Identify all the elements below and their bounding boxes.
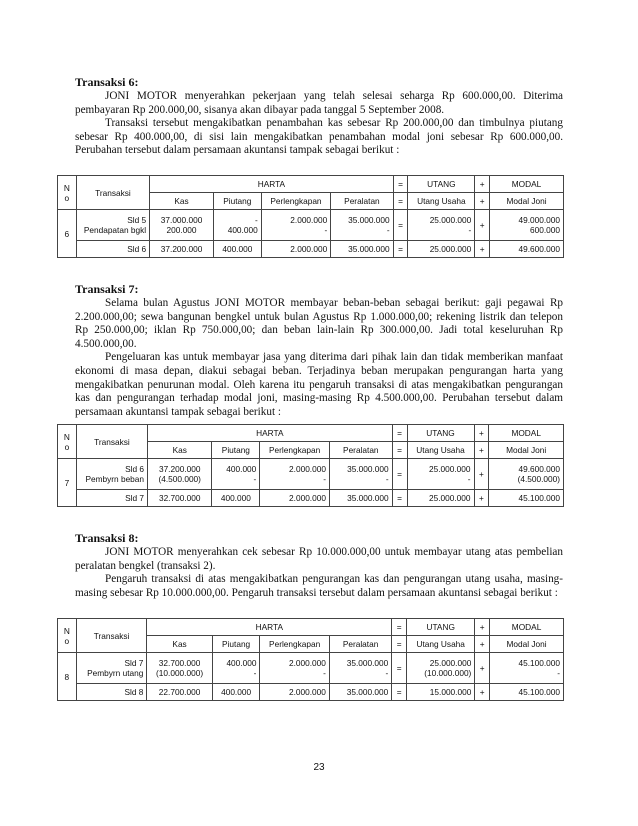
- plus-sign: +: [475, 210, 490, 241]
- previous-balance-value: 49.600.000: [518, 464, 560, 474]
- perlengkapan-saldo: 2.000.000: [261, 241, 331, 258]
- transaction-value: -: [386, 225, 390, 235]
- previous-balance-value: -: [254, 215, 258, 225]
- modal-header: MODAL: [489, 425, 564, 442]
- plus-sign: +: [475, 241, 490, 258]
- perlengkapan-cell: [260, 653, 329, 684]
- plus-sign: +: [475, 193, 490, 210]
- paragraph: JONI MOTOR menyerahkan pekerjaan yang telah selesai seharga Rp 600.000,00. Diterima pembayaran Rp 200.000,00, sisanya akan dibayar pada tanggal 5 September 2008.: [75, 90, 563, 116]
- transaction-value: -: [323, 474, 326, 484]
- plus-sign: +: [475, 176, 490, 193]
- peralatan-saldo: 35.000.000: [329, 684, 391, 701]
- kas-header: Kas: [150, 193, 214, 210]
- transaction-description: [76, 210, 149, 241]
- previous-balance-value: 25.000.000: [429, 464, 471, 474]
- transaction-value: (4.500.000): [158, 474, 201, 484]
- plus-sign: +: [474, 459, 489, 490]
- paragraph: Pengaruh transaksi di atas mengakibatkan pengurangan kas dan pengurangan utang usaha, masing-masing sebesar Rp 10.000.000,00. Pengaruh transaksi tersebut dalam persamaan akuntansi sebagai berikut :: [75, 573, 563, 599]
- paragraph: JONI MOTOR menyerahkan cek sebesar Rp 10.000.000,00 untuk membayar utang atas pembelian peralatan bengkel (transaksi 2).: [75, 546, 563, 572]
- no-header: N o: [58, 619, 77, 653]
- previous-balance-value: 25.000.000: [429, 215, 472, 225]
- kas-cell: [148, 459, 212, 490]
- modal-cell: [489, 459, 564, 490]
- transaction-value: Pendapatan bgkl: [83, 225, 147, 235]
- kas-cell: [147, 653, 212, 684]
- utang-header: UTANG: [408, 176, 475, 193]
- transaction-value: Pembyrn beban: [85, 474, 145, 484]
- plus-sign: +: [474, 425, 489, 442]
- perlengkapan-cell: [261, 210, 331, 241]
- perlengkapan-header: Perlengkapan: [261, 193, 331, 210]
- transaction-number: 6: [58, 210, 77, 258]
- transaction-value: (10.000.000): [156, 668, 204, 678]
- equals-sign: =: [392, 490, 407, 507]
- section-title: Transaksi 8:: [75, 531, 139, 545]
- plus-sign: +: [475, 653, 490, 684]
- saldo-label: Sld 7: [76, 490, 147, 507]
- plus-sign: +: [474, 442, 489, 459]
- previous-balance-value: 2.000.000: [289, 464, 326, 474]
- equals-sign: =: [392, 653, 407, 684]
- page-number: 23: [313, 762, 325, 773]
- transaction-value: -: [467, 474, 471, 484]
- transaction-value: -: [385, 474, 389, 484]
- transaksi-header: Transaksi: [76, 425, 147, 459]
- previous-balance-value: Sld 6: [125, 464, 145, 474]
- equals-sign: =: [393, 241, 408, 258]
- piutang-saldo: 400.000: [213, 241, 261, 258]
- modal-saldo: 49.600.000: [490, 241, 564, 258]
- no-header: N o: [58, 176, 77, 210]
- piutang-saldo: 400.000: [212, 490, 260, 507]
- previous-balance-value: 45.100.000: [518, 658, 560, 668]
- previous-balance-value: 400.000: [226, 464, 257, 474]
- kas-cell: [150, 210, 214, 241]
- transaksi-header: Transaksi: [76, 176, 149, 210]
- previous-balance-value: 49.000.000: [518, 215, 560, 225]
- paragraph: Pengeluaran kas untuk membayar jasa yang diterima dari pihak lain dan tidak memberikan manfaat ekonomi di masa depan, diakui sebagai beban. Terjadinya beban merupakan pengurangan harta yang mengakibatkan penurunan modal. Oleh karena itu pengaruh transaksi di atas mengakibatkan pengurangan kas dan pengurangan terhadap modal joni, masing-masing Rp 4.500.000,00. Perubahan tersebut dalam persamaan akuntansi tampak sebagai berikut :: [75, 351, 563, 418]
- section-transaksi-7: [75, 282, 563, 419]
- utang-usaha-header: Utang Usaha: [408, 193, 475, 210]
- transaction-value: 400.000: [227, 225, 258, 235]
- section-title: Transaksi 6:: [75, 75, 139, 89]
- modal-saldo: 45.100.000: [489, 490, 564, 507]
- kas-header: Kas: [147, 636, 212, 653]
- section-title: Transaksi 7:: [75, 282, 139, 296]
- kas-saldo: 37.200.000: [150, 241, 214, 258]
- equals-sign: =: [392, 619, 407, 636]
- kas-saldo: 32.700.000: [148, 490, 212, 507]
- equals-sign: =: [392, 425, 407, 442]
- equals-sign: =: [393, 176, 408, 193]
- piutang-cell: [213, 210, 261, 241]
- kas-saldo: 22.700.000: [147, 684, 212, 701]
- perlengkapan-saldo: 2.000.000: [260, 490, 330, 507]
- plus-sign: +: [475, 619, 490, 636]
- accounting-equation-table: [57, 424, 564, 507]
- modal-header: MODAL: [490, 176, 564, 193]
- piutang-header: Piutang: [213, 193, 261, 210]
- utang-usaha-header: Utang Usaha: [407, 442, 474, 459]
- utang-cell: [407, 653, 475, 684]
- utang-saldo: 15.000.000: [407, 684, 475, 701]
- previous-balance-value: 35.000.000: [348, 215, 390, 225]
- previous-balance-value: Sld 7: [124, 658, 144, 668]
- utang-usaha-header: Utang Usaha: [407, 636, 475, 653]
- transaction-value: 200.000: [166, 225, 197, 235]
- previous-balance-value: 32.700.000: [158, 658, 201, 668]
- equals-sign: =: [392, 636, 407, 653]
- equals-sign: =: [393, 210, 408, 241]
- perlengkapan-saldo: 2.000.000: [260, 684, 329, 701]
- table-row: [58, 490, 564, 507]
- perlengkapan-header: Perlengkapan: [260, 442, 330, 459]
- piutang-header: Piutang: [212, 636, 260, 653]
- utang-cell: [407, 459, 474, 490]
- modal-saldo: 45.100.000: [490, 684, 564, 701]
- paragraph: Selama bulan Agustus JONI MOTOR membayar beban-beban sebagai berikut: gaji pegawai Rp 2.200.000,00; sewa bangunan bengkel untuk bulan Agustus Rp 1.000.000,00; rekening listrik dan telepon Rp 250.000,00; iklan Rp 750.000,00; dan beban lain-lain Rp 300.000,00. Jadi total keseluruhan Rp 4.500.000,00.: [75, 297, 563, 350]
- transaction-value: -: [385, 668, 389, 678]
- modal-joni-header: Modal Joni: [490, 193, 564, 210]
- plus-sign: +: [474, 490, 489, 507]
- peralatan-cell: [331, 210, 393, 241]
- peralatan-header: Peralatan: [329, 636, 391, 653]
- piutang-cell: [212, 459, 260, 490]
- transaction-number: 7: [58, 459, 77, 507]
- peralatan-cell: [329, 459, 392, 490]
- table-row: [58, 459, 564, 490]
- equals-sign: =: [392, 459, 407, 490]
- previous-balance-value: Sld 5: [127, 215, 147, 225]
- peralatan-header: Peralatan: [331, 193, 393, 210]
- piutang-header: Piutang: [212, 442, 260, 459]
- perlengkapan-header: Perlengkapan: [260, 636, 329, 653]
- utang-header: UTANG: [407, 619, 475, 636]
- transaction-description: [76, 459, 147, 490]
- previous-balance-value: 37.000.000: [160, 215, 203, 225]
- utang-cell: [408, 210, 475, 241]
- peralatan-saldo: 35.000.000: [329, 490, 392, 507]
- no-header: N o: [58, 425, 77, 459]
- saldo-label: Sld 6: [76, 241, 149, 258]
- transaction-value: -: [323, 668, 326, 678]
- transaction-description: [76, 653, 147, 684]
- peralatan-saldo: 35.000.000: [331, 241, 393, 258]
- utang-saldo: 25.000.000: [407, 490, 474, 507]
- table-row: [58, 684, 564, 701]
- piutang-cell: [212, 653, 260, 684]
- transaction-value: -: [253, 474, 257, 484]
- equals-sign: =: [392, 442, 407, 459]
- modal-joni-header: Modal Joni: [489, 442, 564, 459]
- modal-cell: [490, 210, 564, 241]
- perlengkapan-cell: [260, 459, 330, 490]
- saldo-label: Sld 8: [76, 684, 147, 701]
- utang-header: UTANG: [407, 425, 474, 442]
- previous-balance-value: 35.000.000: [347, 464, 389, 474]
- section-transaksi-8: [75, 531, 563, 600]
- plus-sign: +: [475, 684, 490, 701]
- table-row: [58, 241, 564, 258]
- harta-header: HARTA: [148, 425, 393, 442]
- table-row: [58, 653, 564, 684]
- accounting-equation-table: [57, 175, 564, 258]
- transaction-value: (4.500.000): [517, 474, 560, 484]
- transaction-number: 8: [58, 653, 77, 701]
- harta-header: HARTA: [150, 176, 394, 193]
- table-row: [58, 210, 564, 241]
- previous-balance-value: 2.000.000: [290, 215, 328, 225]
- transaction-value: (10.000.000): [424, 668, 472, 678]
- piutang-saldo: 400.000: [212, 684, 260, 701]
- previous-balance-value: 2.000.000: [288, 658, 326, 668]
- transaction-value: Pembyrn utang: [87, 668, 144, 678]
- paragraph: Transaksi tersebut mengakibatkan penambahan kas sebesar Rp 200.000,00 dan timbulnya piutang sebesar Rp 400.000,00, di sisi lain mengakibatkan penambahan modal joni sebesar Rp 600.000,00. Perubahan tersebut dalam persamaan akuntansi tampak sebagai berikut :: [75, 117, 563, 157]
- previous-balance-value: 400.000: [226, 658, 257, 668]
- kas-header: Kas: [148, 442, 212, 459]
- transaction-value: -: [324, 225, 328, 235]
- section-transaksi-6: [75, 75, 563, 158]
- equals-sign: =: [393, 193, 408, 210]
- modal-header: MODAL: [490, 619, 564, 636]
- modal-cell: [490, 653, 564, 684]
- previous-balance-value: 37.200.000: [158, 464, 201, 474]
- transaction-value: -: [468, 225, 472, 235]
- transaction-value: -: [253, 668, 257, 678]
- modal-joni-header: Modal Joni: [490, 636, 564, 653]
- plus-sign: +: [475, 636, 490, 653]
- previous-balance-value: 25.000.000: [429, 658, 472, 668]
- transaksi-header: Transaksi: [76, 619, 147, 653]
- previous-balance-value: 35.000.000: [346, 658, 389, 668]
- utang-saldo: 25.000.000: [408, 241, 475, 258]
- peralatan-header: Peralatan: [329, 442, 392, 459]
- peralatan-cell: [329, 653, 391, 684]
- transaction-value: 600.000: [530, 225, 560, 235]
- accounting-equation-table: [57, 618, 564, 701]
- harta-header: HARTA: [147, 619, 392, 636]
- equals-sign: =: [392, 684, 407, 701]
- transaction-value: -: [557, 668, 560, 678]
